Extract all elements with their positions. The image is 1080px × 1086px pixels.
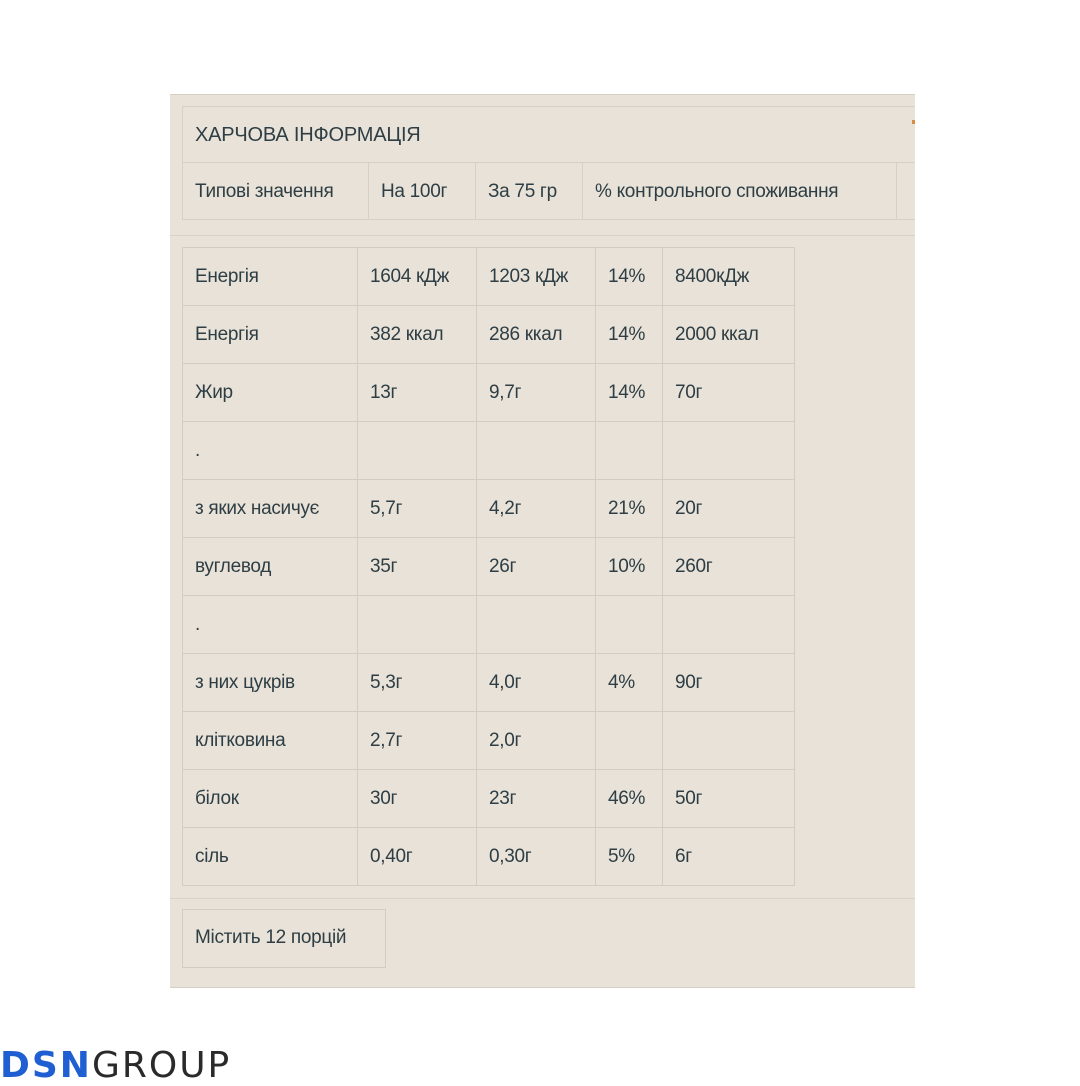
logo-group: GROUP [91,1045,232,1086]
table-cell [596,422,663,480]
table-cell: 260г [663,538,795,596]
table-cell [663,422,795,480]
table-cell: з яких насичує [183,480,358,538]
nutrition-header [182,106,915,220]
table-row [183,480,795,538]
table-cell: 5% [596,828,663,886]
table-cell: 2,0г [477,712,596,770]
logo-dsn: DSN [0,1045,92,1086]
table-row [183,364,795,422]
table-cell: 90г [663,654,795,712]
panel-top-border [170,94,915,95]
table-row [183,596,795,654]
table-cell: 4,2г [477,480,596,538]
header-separator [170,235,915,236]
table-cell: білок [183,770,358,828]
table-cell: 2,7г [358,712,477,770]
table-cell: . [183,422,358,480]
footer-separator [170,898,915,899]
table-cell [358,596,477,654]
table-cell: Жир [183,364,358,422]
nutrition-title: ХАРЧОВА ІНФОРМАЦІЯ [183,107,915,163]
table-cell [663,712,795,770]
table-row [183,712,795,770]
table-cell: 10% [596,538,663,596]
table-cell: 14% [596,364,663,422]
table-cell: 30г [358,770,477,828]
table-row [183,422,795,480]
header-col-per-75g: За 75 гр [476,163,583,220]
header-overflow-mark [912,120,915,124]
table-cell: з них цукрів [183,654,358,712]
table-cell: клітковина [183,712,358,770]
table-row [183,248,795,306]
table-cell [663,596,795,654]
table-cell: Енергія [183,306,358,364]
nutrition-panel [170,94,915,988]
table-cell: 0,40г [358,828,477,886]
table-row [183,306,795,364]
table-cell: . [183,596,358,654]
table-row [183,828,795,886]
table-cell: 21% [596,480,663,538]
servings-note: Містить 12 порцій [182,909,386,968]
table-cell: 382 ккал [358,306,477,364]
table-cell: 50г [663,770,795,828]
table-cell: 14% [596,248,663,306]
table-cell: 20г [663,480,795,538]
table-cell: 1604 кДж [358,248,477,306]
table-cell: 0,30г [477,828,596,886]
table-cell: 2000 ккал [663,306,795,364]
header-col-reference-intake: % контрольного споживання [583,163,897,220]
table-cell: 8400кДж [663,248,795,306]
table-row [183,654,795,712]
table-row [183,538,795,596]
table-cell: 6г [663,828,795,886]
table-cell: сіль [183,828,358,886]
table-cell [596,596,663,654]
table-cell: 70г [663,364,795,422]
table-cell: 46% [596,770,663,828]
table-cell: вуглевод [183,538,358,596]
header-col-typical: Типові значення [183,163,369,220]
nutrition-table [182,247,795,886]
table-cell: 14% [596,306,663,364]
table-cell: 23г [477,770,596,828]
table-cell: 1203 кДж [477,248,596,306]
table-cell: 5,3г [358,654,477,712]
table-cell [477,422,596,480]
table-cell: 4,0г [477,654,596,712]
table-cell: 13г [358,364,477,422]
header-col-per-100g: На 100г [369,163,476,220]
table-cell: 9,7г [477,364,596,422]
table-cell: 26г [477,538,596,596]
panel-bottom-border [170,987,915,988]
table-cell: Енергія [183,248,358,306]
table-cell: 286 ккал [477,306,596,364]
table-cell [477,596,596,654]
table-cell [358,422,477,480]
table-cell: 5,7г [358,480,477,538]
table-cell [596,712,663,770]
table-cell: 4% [596,654,663,712]
table-row [183,770,795,828]
table-cell: 35г [358,538,477,596]
dsngroup-logo [0,1046,231,1086]
